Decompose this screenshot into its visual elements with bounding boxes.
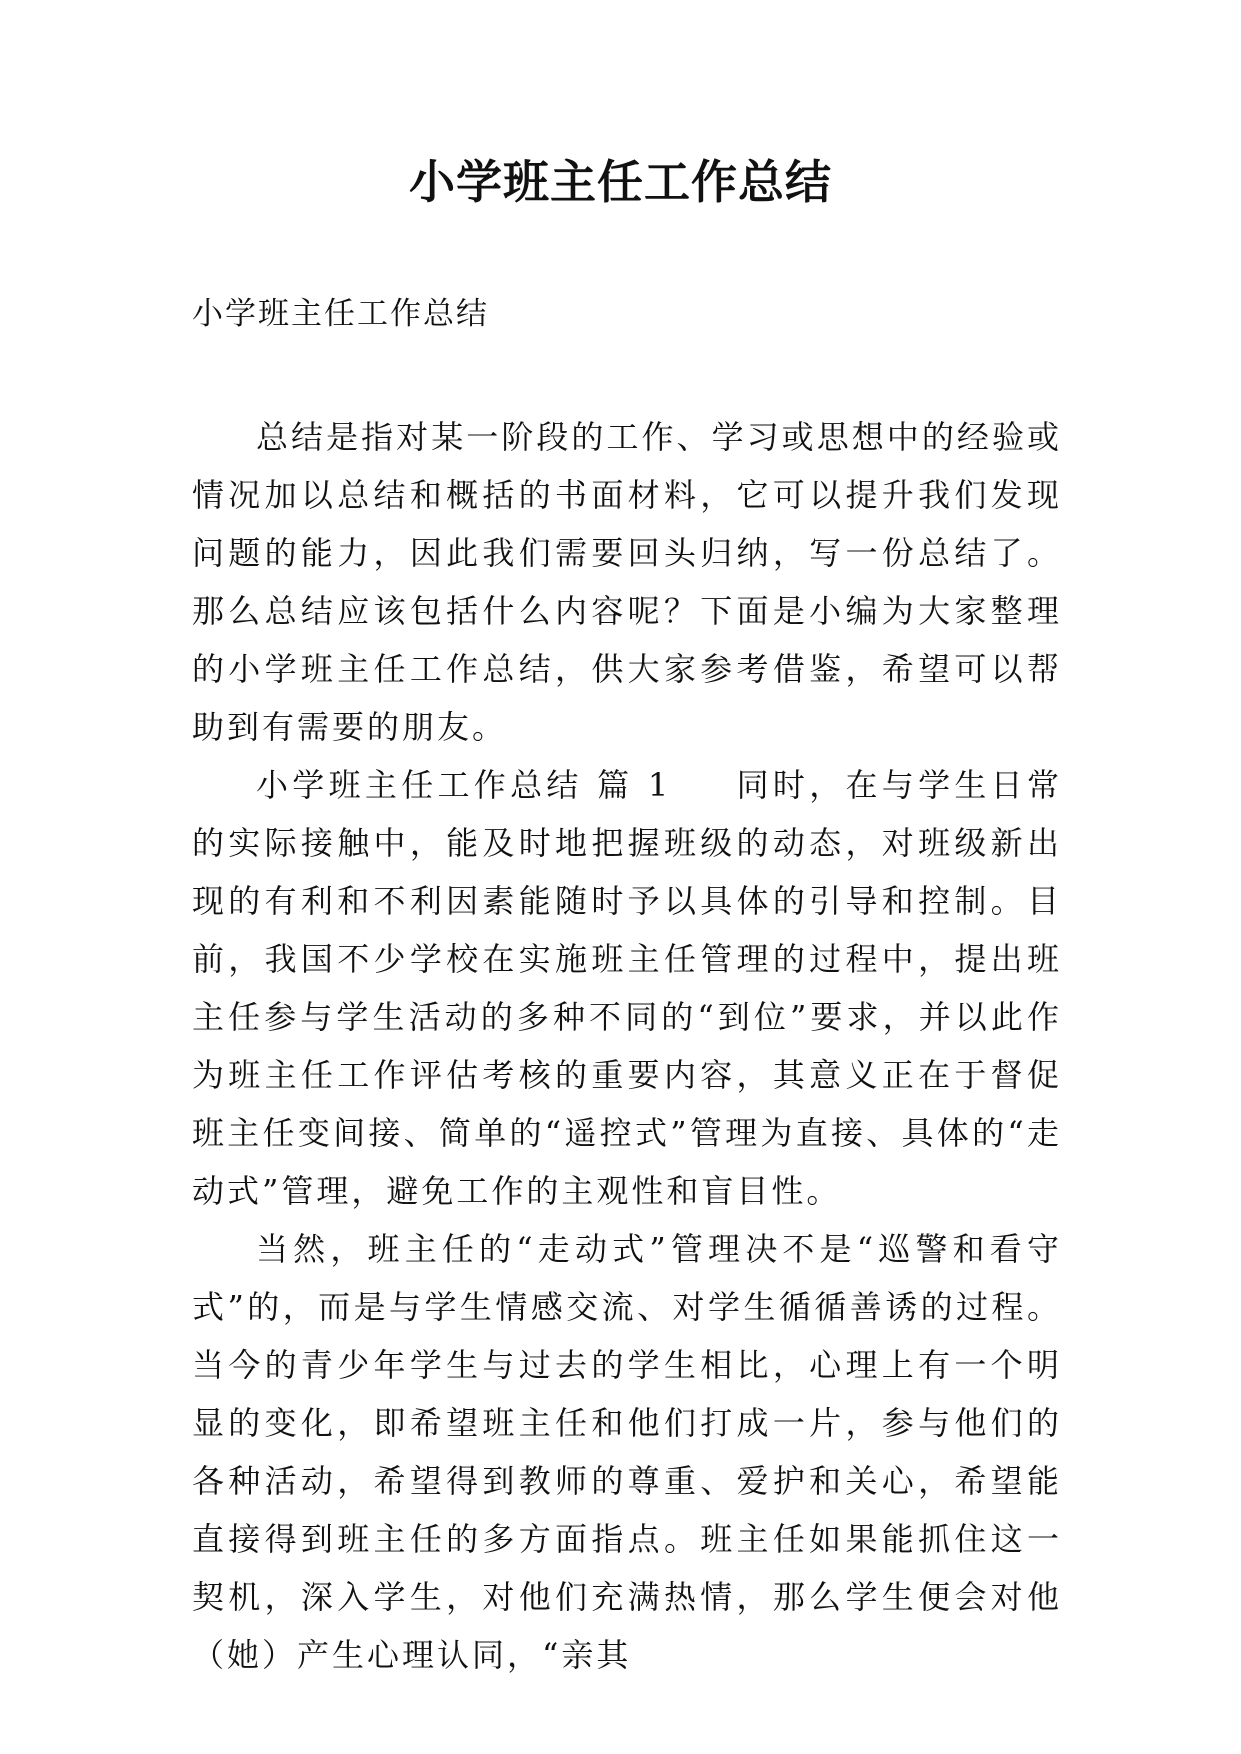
- third-paragraph: 当然，班主任的“走动式”管理决不是“巡警和看守式”的，而是与学生情感交流、对学生循循善诱的过程。当今的青少年学生与过去的学生相比，心理上有一个明显的变化，即希望班主任和他们打成一片，参与他们的各种活动，希望得到教师的尊重、爱护和关心，希望能直接得到班主任的多方面指点。班主任如果能抓住这一契机，深入学生，对他们充满热情，那么学生便会对他（她）产生心理认同，“亲其: [192, 1230, 1062, 1674]
- section-text: 同时，在与学生日常的实际接触中，能及时地把握班级的动态，对班级新出现的有利和不利因素能随时予以具体的引导和控制。目前，我国不少学校在实施班主任管理的过程中，提出班主任参与学生活动的多种不同的“到位”要求，并以此作为班主任工作评估考核的重要内容，其意义正在于督促班主任变间接、简单的“遥控式”管理为直接、具体的“走动式”管理，避免工作的主观性和盲目性。: [192, 766, 1062, 1210]
- section-heading: 小学班主任工作总结 篇 1: [256, 766, 672, 804]
- section-paragraph: [192, 756, 1062, 1220]
- document-title: 小学班主任工作总结: [409, 155, 832, 209]
- document-subtitle: 小学班主任工作总结: [192, 296, 489, 332]
- document-body: [192, 408, 1062, 1684]
- intro-paragraph: 总结是指对某一阶段的工作、学习或思想中的经验或情况加以总结和概括的书面材料，它可以提升我们发现问题的能力，因此我们需要回头归纳，写一份总结了。那么总结应该包括什么内容呢？下面是小编为大家整理的小学班主任工作总结，供大家参考借鉴，希望可以帮助到有需要的朋友。: [192, 418, 1062, 746]
